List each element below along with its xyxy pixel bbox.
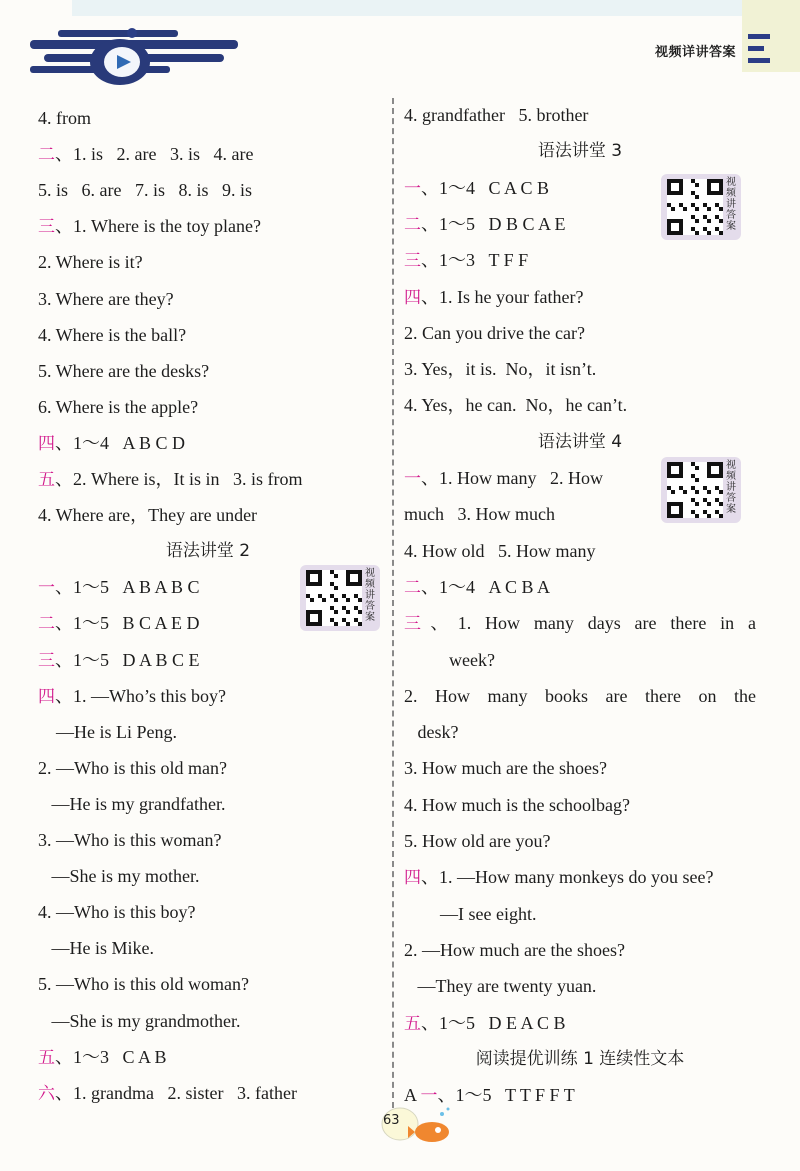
answer-line: [404, 649, 495, 671]
answer-text: 2. Can you drive the car?: [404, 322, 585, 343]
section-number: 三: [38, 650, 55, 671]
answer-text: 4. How old 5. How many: [404, 540, 596, 561]
qr-caption: 视频讲答案: [365, 568, 375, 623]
answer-text: 2. —Who is this old man?: [38, 757, 227, 778]
answer-text: 1～5 D E A C B: [439, 1012, 566, 1033]
section-number: 五: [38, 470, 55, 490]
answer-text: —They are twenty yuan.: [404, 976, 597, 997]
answer-line: [38, 973, 249, 995]
section-number: 二: [38, 614, 55, 635]
answer-line: [38, 324, 186, 346]
answer-line: [38, 251, 143, 273]
section-number: 四: [404, 287, 421, 308]
section-number: 四: [404, 868, 421, 889]
answer-text: 1～4 A B C D: [73, 432, 186, 453]
answer-text: 4. grandfather 5. brother: [404, 105, 589, 125]
answer-line: [38, 179, 252, 201]
answer-text: 3. Where are they?: [38, 288, 174, 309]
answer-line: [38, 937, 154, 959]
answer-line: [38, 504, 257, 526]
answer-text: 4. Where is the ball?: [38, 324, 187, 345]
answer-line: [38, 288, 174, 310]
answer-text: 2. Where is it?: [38, 252, 143, 273]
answer-line: [38, 757, 227, 779]
qr-caption: 视频讲答案: [726, 177, 736, 232]
answer-text: 2. —How much are the shoes?: [404, 939, 625, 960]
answer-line: 二、1～5 B C A E D: [38, 613, 200, 635]
answer-text: 6. Where is the apple?: [38, 396, 199, 417]
answer-line: 四、1～4 A B C D: [38, 432, 186, 454]
answer-line: 三、1. How many days are there in a: [404, 613, 757, 635]
answer-line: [38, 396, 198, 418]
answer-line: [38, 865, 200, 887]
answer-line: 二、1. is 2. are 3. is 4. are: [38, 144, 254, 166]
qr-code-image: [667, 179, 723, 235]
qr-caption: 视频讲答案: [726, 460, 736, 515]
section-number: 一: [420, 1086, 438, 1107]
section-title: 语法讲堂 3: [537, 141, 623, 162]
section-number: 三: [404, 251, 421, 272]
answer-line: [404, 322, 585, 344]
answer-text: 5. —Who is this old woman?: [38, 974, 249, 995]
answer-text: 1. is 2. are 3. is 4. are: [73, 144, 254, 165]
answer-line: 四、1. Is he your father?: [404, 286, 584, 308]
answer-line: [404, 540, 596, 562]
answer-text: desk?: [404, 722, 459, 743]
section-number: 五: [404, 1013, 421, 1034]
answer-text: 2. How many books are there on the: [404, 685, 756, 706]
answer-text: week?: [404, 649, 495, 670]
qr-code[interactable]: [661, 457, 741, 523]
answer-text: —He is Li Peng.: [38, 721, 177, 742]
page-number-badge: [372, 1104, 462, 1154]
section-title: 语法讲堂 2: [165, 541, 251, 562]
answer-text: 1～3 C A B: [73, 1046, 167, 1067]
section-number: 一: [404, 469, 421, 489]
section-number: 二: [404, 577, 421, 598]
answer-text: 4. How much is the schoolbag?: [404, 794, 630, 815]
answer-line: 六、1. grandma 2. sister 3. father: [38, 1082, 297, 1104]
answer-line: [404, 685, 756, 707]
qr-code-image: [306, 570, 362, 626]
answer-text: 1～3 T F F: [439, 250, 529, 271]
section-number: 五: [38, 1047, 55, 1068]
answer-text: 4. from: [38, 108, 91, 128]
section-number: 三: [38, 217, 55, 238]
answer-text: 5. is 6. are 7. is 8. is 9. is: [38, 180, 252, 201]
answer-text: 4. —Who is this boy?: [38, 902, 196, 923]
section-number: 四: [38, 433, 55, 454]
answer-line: 三、1～5 D A B C E: [38, 649, 200, 671]
answer-text: 4. Yes，he can. No，he can’t.: [404, 395, 628, 416]
answer-text: 1. Is he your father?: [439, 286, 584, 307]
section-number: 一: [38, 578, 55, 599]
answer-text: 5. How old are you?: [404, 831, 551, 851]
answer-text: 1～4 C A C B: [439, 177, 550, 198]
answer-text: —He is Mike.: [38, 938, 154, 959]
answer-line: [404, 903, 536, 925]
section-title: 阅读提优训练 1 连续性文本: [475, 1048, 685, 1069]
answer-text: 1. How many 2. How: [439, 468, 603, 488]
answer-line: [404, 503, 555, 525]
answer-line: [38, 793, 225, 815]
answer-line: 一、1～4 C A C B: [404, 177, 550, 199]
answer-line: 三、1. Where is the toy plane?: [38, 216, 261, 238]
answer-line: [404, 358, 596, 380]
answer-text: 3. How much are the shoes?: [404, 758, 607, 779]
answer-line: 五、1～3 C A B: [38, 1046, 167, 1068]
answer-text: —He is my grandfather.: [38, 793, 226, 814]
section-number: 四: [38, 686, 55, 707]
answer-line: 四、1. —How many monkeys do you see?: [404, 867, 714, 889]
answer-text: 3. Yes，it is. No，it isn’t.: [404, 359, 597, 380]
answer-text: 3. —Who is this woman?: [38, 830, 222, 850]
qr-code[interactable]: [300, 565, 380, 631]
answer-text: 1～4 A C B A: [439, 576, 551, 597]
answer-text: 2. Where is，It is in 3. is from: [73, 469, 303, 489]
answer-line: [404, 975, 596, 997]
answer-text: 1. How many days are there in a: [457, 613, 757, 634]
answer-line: [404, 794, 630, 816]
answer-line: [38, 360, 209, 382]
answer-line: 五、2. Where is，It is in 3. is from: [38, 469, 303, 490]
answer-line: [38, 829, 221, 851]
answer-line: 二、1～4 A C B A: [404, 576, 551, 598]
answer-line: 五、1～5 D E A C B: [404, 1012, 566, 1034]
answer-line: [38, 107, 91, 129]
answer-text: 1～5 B C A E D: [73, 613, 200, 634]
answer-text: 1. Where is the toy plane?: [73, 216, 261, 237]
section-number: 六: [38, 1083, 55, 1104]
answer-line: [38, 901, 196, 923]
answer-line: [404, 757, 607, 779]
answer-line: [404, 104, 588, 126]
answer-text: 1～5 D B C A E: [439, 213, 566, 234]
answer-line: 三、1～3 T F F: [404, 250, 529, 272]
answer-line: [404, 394, 627, 416]
section-number: 二: [38, 145, 55, 166]
header-label: 视频详讲答案: [655, 45, 737, 60]
answer-line: [404, 721, 458, 743]
section-number: 三: [404, 614, 431, 635]
section-number: 一: [404, 178, 421, 199]
answer-line: [404, 830, 550, 852]
answer-text: 1～5 A B A B C: [73, 577, 200, 598]
section-number: 二: [404, 214, 421, 235]
answer-text: 1～5 D A B C E: [73, 649, 200, 670]
answer-line: [38, 721, 177, 743]
answer-text: 1. —How many monkeys do you see?: [439, 867, 714, 888]
answer-text: 5. Where are the desks?: [38, 360, 210, 381]
answer-text: —She is my grandmother.: [38, 1010, 241, 1031]
answer-text: much 3. How much: [404, 504, 555, 525]
qr-code[interactable]: [661, 174, 741, 240]
answer-line: 二、1～5 D B C A E: [404, 213, 566, 235]
answer-line: 四、1. —Who’s this boy?: [38, 685, 226, 707]
answer-line: A 一、1～5 T T F F T: [404, 1085, 575, 1107]
answer-text: 1. grandma 2. sister 3. father: [73, 1082, 297, 1103]
answer-text: —I see eight.: [404, 903, 537, 924]
column-divider: [392, 98, 394, 1108]
answer-line: [404, 939, 625, 961]
answer-text: —She is my mother.: [38, 866, 200, 887]
section-title: 语法讲堂 4: [537, 431, 623, 452]
answer-line: 一、1. How many 2. How: [404, 468, 603, 489]
qr-code-image: [667, 462, 723, 518]
answer-text: 1～5 T T F F T: [455, 1085, 575, 1106]
answer-text: 4. Where are，They are under: [38, 505, 258, 526]
answer-line: [38, 1010, 240, 1032]
answer-line: 一、1～5 A B A B C: [38, 577, 200, 599]
answer-text: 1. —Who’s this boy?: [73, 685, 226, 706]
page-number: 63: [383, 1113, 400, 1128]
section-prefix: A: [404, 1085, 417, 1106]
